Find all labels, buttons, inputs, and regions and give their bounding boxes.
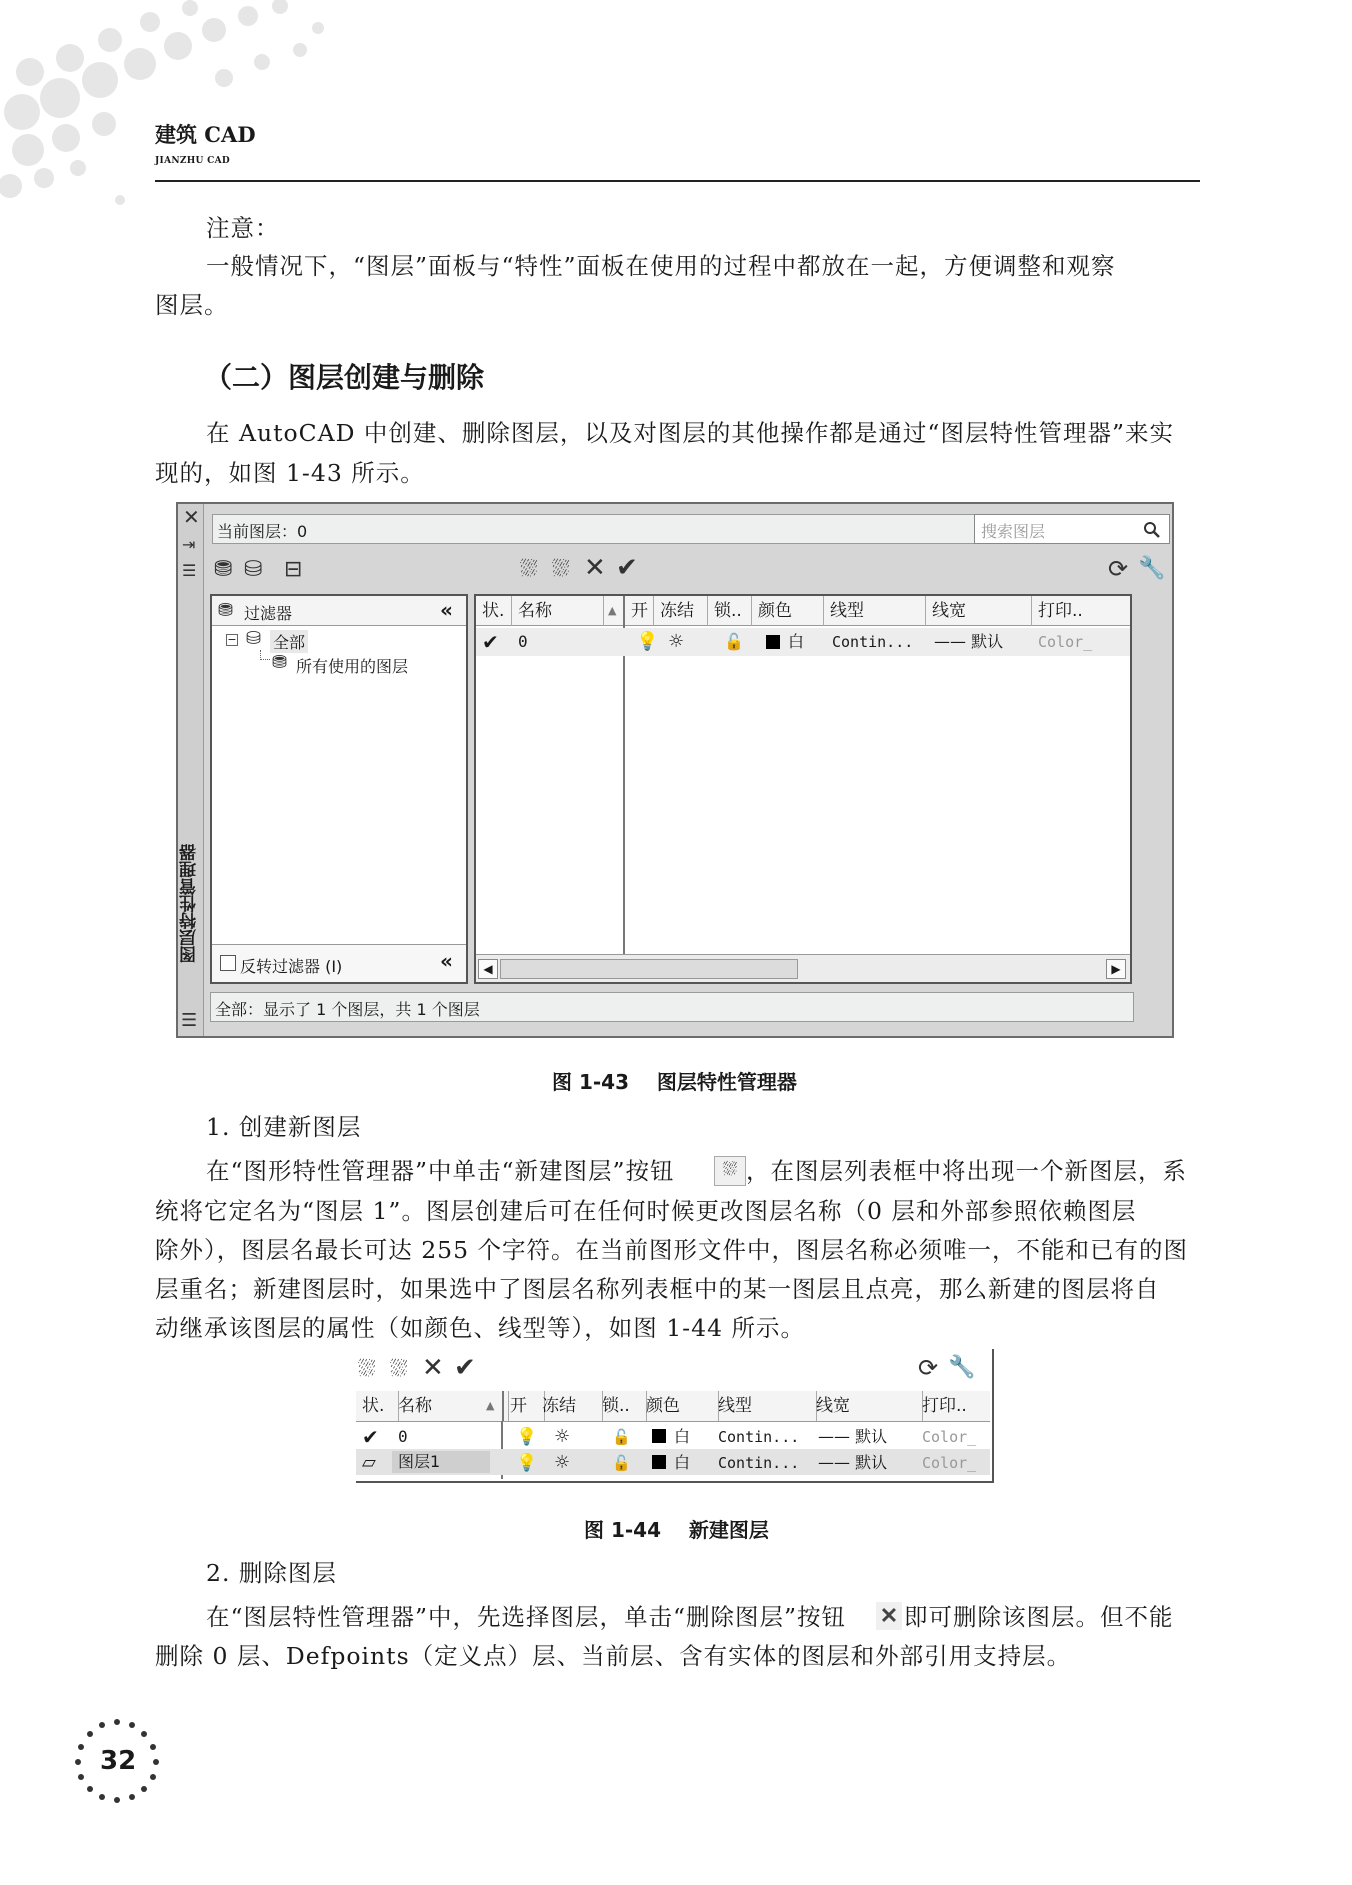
tree-item-all[interactable]: 全部 [270, 630, 308, 653]
filter-panel [210, 594, 468, 984]
sort-ascending-icon: ▲ [486, 1399, 495, 1412]
unlocked-icon[interactable]: 🔓 [724, 632, 744, 651]
layer-color: 白 [674, 1427, 691, 1446]
used-layers-filter-icon: ⛃ [272, 652, 288, 673]
scroll-right-icon[interactable]: ▶ [1106, 959, 1126, 979]
settings-wrench-icon[interactable]: 🔧 [1138, 556, 1166, 581]
all-layers-icon: ⛁ [246, 628, 262, 649]
color-swatch [652, 1429, 666, 1443]
sub1-line1-start: 在“图形特性管理器”中单击“新建图层”按钮 [206, 1157, 675, 1185]
properties-menu-icon[interactable]: ☰ [182, 561, 197, 580]
intro-line2: 现的，如图 1-43 所示。 [155, 459, 425, 487]
sub1-line4: 层重名；新建图层时，如果选中了图层名称列表框中的某一图层且点亮，那么新建的图层将自 [155, 1275, 1160, 1303]
invert-filter-label: 反转过滤器 (I) [240, 957, 343, 976]
sub2-line1-start: 在“图层特性管理器”中，先选择图层，单击“删除图层”按钮 [206, 1603, 847, 1631]
col-linetype: 线型 [712, 1391, 817, 1421]
layer-plot-style: Color_ [1038, 633, 1093, 651]
close-icon[interactable]: ✕ [183, 505, 200, 529]
sub1-line1-end: ，在图层列表框中将出现一个新图层，系 [746, 1157, 1187, 1185]
filter-header-label: 过滤器 [244, 604, 293, 623]
note-text-line2: 图层。 [155, 291, 229, 319]
tree-connector [260, 650, 270, 660]
autohide-icon[interactable]: ⇥ [182, 535, 196, 554]
layer-linetype: Contin... [718, 1454, 800, 1472]
table-row[interactable] [476, 628, 1130, 656]
invert-filter-checkbox[interactable] [220, 955, 236, 971]
scroll-thumb[interactable] [500, 959, 798, 979]
col-plot: 打印.. [922, 1396, 967, 1416]
collapse-panel-icon[interactable]: « [440, 949, 453, 973]
layers-stack-icon: ☰ [181, 1010, 198, 1031]
sun-thawed-icon[interactable]: ☼ [668, 631, 685, 652]
col-lineweight: 线宽 [810, 1391, 923, 1421]
new-property-filter-icon[interactable]: ⛃ [214, 557, 233, 582]
layer-lineweight: —— 默认 [818, 1427, 888, 1446]
refresh-icon[interactable]: ⟳ [1108, 555, 1129, 583]
current-layer-check-icon: ✔ [362, 1425, 379, 1449]
lightbulb-on-icon: 💡 [516, 1427, 538, 1447]
layer-linetype: Contin... [718, 1428, 800, 1446]
col-name: 名称 [392, 1391, 509, 1421]
layer-lineweight: —— 默认 [818, 1453, 888, 1472]
subsection-1-heading: 1. 创建新图层 [206, 1113, 362, 1141]
note-label: 注意： [206, 214, 280, 242]
unlocked-icon: 🔓 [612, 1428, 631, 1446]
subsection-2-heading: 2. 删除图层 [206, 1559, 337, 1587]
refresh-icon: ⟳ [918, 1354, 939, 1382]
delete-layer-icon[interactable]: ✕ [584, 553, 606, 583]
search-layer-input[interactable] [974, 514, 1170, 544]
page-number: 32 [100, 1746, 137, 1776]
header-title: 建筑 CAD [155, 122, 256, 147]
search-placeholder: 搜索图层 [981, 522, 1046, 541]
note-text-line1: 一般情况下，“图层”面板与“特性”面板在使用的过程中都放在一起，方便调整和观察 [206, 252, 1116, 280]
new-layer-figure [356, 1349, 994, 1483]
lightbulb-on-icon: 💡 [516, 1453, 538, 1473]
dialog-side-bar [178, 504, 204, 1036]
layer-list-panel [474, 594, 1132, 984]
sub1-line3: 除外），图层名最长可达 255 个字符。在当前图形文件中，图层名称必须唯一，不能和已有的图 [155, 1236, 1189, 1264]
filter-footer [212, 944, 466, 982]
sub2-line1-end: 即可删除该图层。但不能 [904, 1603, 1174, 1631]
col-on: 开 [502, 1391, 545, 1421]
col-status: 状. [356, 1391, 399, 1421]
side-title: 图层特性管理器 [180, 844, 200, 963]
lightbulb-on-icon[interactable]: 💡 [636, 631, 659, 652]
tree-collapse-toggle[interactable]: − [227, 633, 237, 646]
delete-layer-icon: ✕ [422, 1353, 444, 1383]
figure-caption-1-44: 图 1-44 新建图层 [584, 1518, 769, 1542]
status-text: 全部：显示了 1 个图层，共 1 个图层 [215, 1000, 480, 1019]
col-freeze: 冻结 [536, 1391, 603, 1421]
delete-layer-button-icon: ✕ [876, 1602, 902, 1630]
col-status[interactable]: 状. [476, 596, 512, 626]
new-layer-icon[interactable]: ⛆ [520, 557, 538, 582]
layer-name[interactable]: 0 [518, 632, 528, 651]
sub1-line5: 动继承该图层的属性（如颜色、线型等），如图 1-44 所示。 [155, 1314, 805, 1342]
sort-ascending-icon: ▲ [608, 604, 617, 617]
filter-header [212, 596, 466, 626]
current-layer-label: 当前图层：0 [217, 522, 308, 541]
filter-icon: ⛃ [218, 600, 234, 621]
layer-name: 0 [398, 1427, 408, 1446]
table-row [356, 1423, 990, 1449]
new-layer-button-icon: ⛆ [714, 1156, 746, 1186]
scroll-left-icon[interactable]: ◀ [478, 959, 498, 979]
unlocked-icon: 🔓 [612, 1454, 631, 1472]
set-current-icon: ✔ [454, 1353, 476, 1383]
col-lock: 锁.. [596, 1391, 647, 1421]
fig2-header [356, 1391, 990, 1422]
table-row-selected [356, 1449, 990, 1475]
header-rule [155, 180, 1200, 182]
new-layer-icon: ⛆ [358, 1357, 376, 1382]
new-layer-status-icon: ▱ [362, 1452, 376, 1473]
color-swatch [652, 1455, 666, 1469]
layer-plot-style: Color_ [922, 1454, 977, 1472]
new-layer-vp-frozen-icon: ⛆ [390, 1357, 408, 1382]
col-lineweight[interactable]: 线宽 [926, 596, 1032, 626]
layer-list-header [476, 596, 1130, 626]
intro-line1: 在 AutoCAD 中创建、删除图层，以及对图层的其他操作都是通过“图层特性管理器”来实 [206, 419, 1174, 447]
tree-item-used-layers[interactable]: 所有使用的图层 [296, 657, 409, 676]
col-freeze[interactable]: 冻结 [654, 596, 708, 626]
sun-thawed-icon: ☼ [554, 1452, 571, 1473]
search-icon[interactable] [1143, 521, 1161, 539]
status-bar [210, 992, 1134, 1022]
new-layer-vp-frozen-icon[interactable]: ⛆ [552, 557, 570, 582]
layer-plot-style: Color_ [922, 1428, 977, 1446]
settings-wrench-icon: 🔧 [948, 1355, 976, 1380]
layer-lineweight[interactable]: —— 默认 [934, 632, 1004, 651]
sun-thawed-icon: ☼ [554, 1426, 571, 1447]
layer-properties-manager-dialog [176, 502, 1174, 1038]
layer-linetype[interactable]: Contin... [832, 633, 914, 651]
layer-states-manager-icon[interactable]: ⊟ [284, 557, 303, 582]
color-swatch[interactable] [766, 635, 780, 649]
col-lock[interactable]: 锁.. [708, 596, 752, 626]
collapse-filter-icon[interactable]: « [440, 598, 453, 622]
decorative-dot-pattern [0, 0, 360, 230]
sub1-line2: 统将它定名为“图层 1”。图层创建后可在任何时候更改图层名称（0 层和外部参照依赖图层 [155, 1197, 1137, 1225]
set-current-icon[interactable]: ✔ [616, 553, 638, 583]
current-layer-check-icon: ✔ [482, 630, 499, 654]
horizontal-scrollbar[interactable] [476, 954, 1130, 982]
header-subtitle: JIANZHU CAD [155, 156, 230, 166]
figure-caption-1-43: 图 1-43 图层特性管理器 [552, 1070, 797, 1094]
layer-name-editing: 图层1 [392, 1451, 490, 1473]
new-group-filter-icon[interactable]: ⛁ [244, 557, 263, 582]
col-color: 颜色 [640, 1391, 719, 1421]
col-plot[interactable]: 打印.. [1038, 601, 1083, 621]
col-name[interactable]: 名称 [512, 596, 604, 626]
layer-color: 白 [788, 632, 805, 651]
col-on[interactable]: 开 [624, 596, 654, 626]
col-linetype[interactable]: 线型 [824, 596, 926, 626]
col-color[interactable]: 颜色 [752, 596, 824, 626]
sub2-line2: 删除 0 层、Defpoints（定义点）层、当前层、含有实体的图层和外部引用支持层。 [155, 1642, 1072, 1670]
layer-color: 白 [674, 1453, 691, 1472]
section-heading: （二）图层创建与删除 [204, 361, 485, 394]
